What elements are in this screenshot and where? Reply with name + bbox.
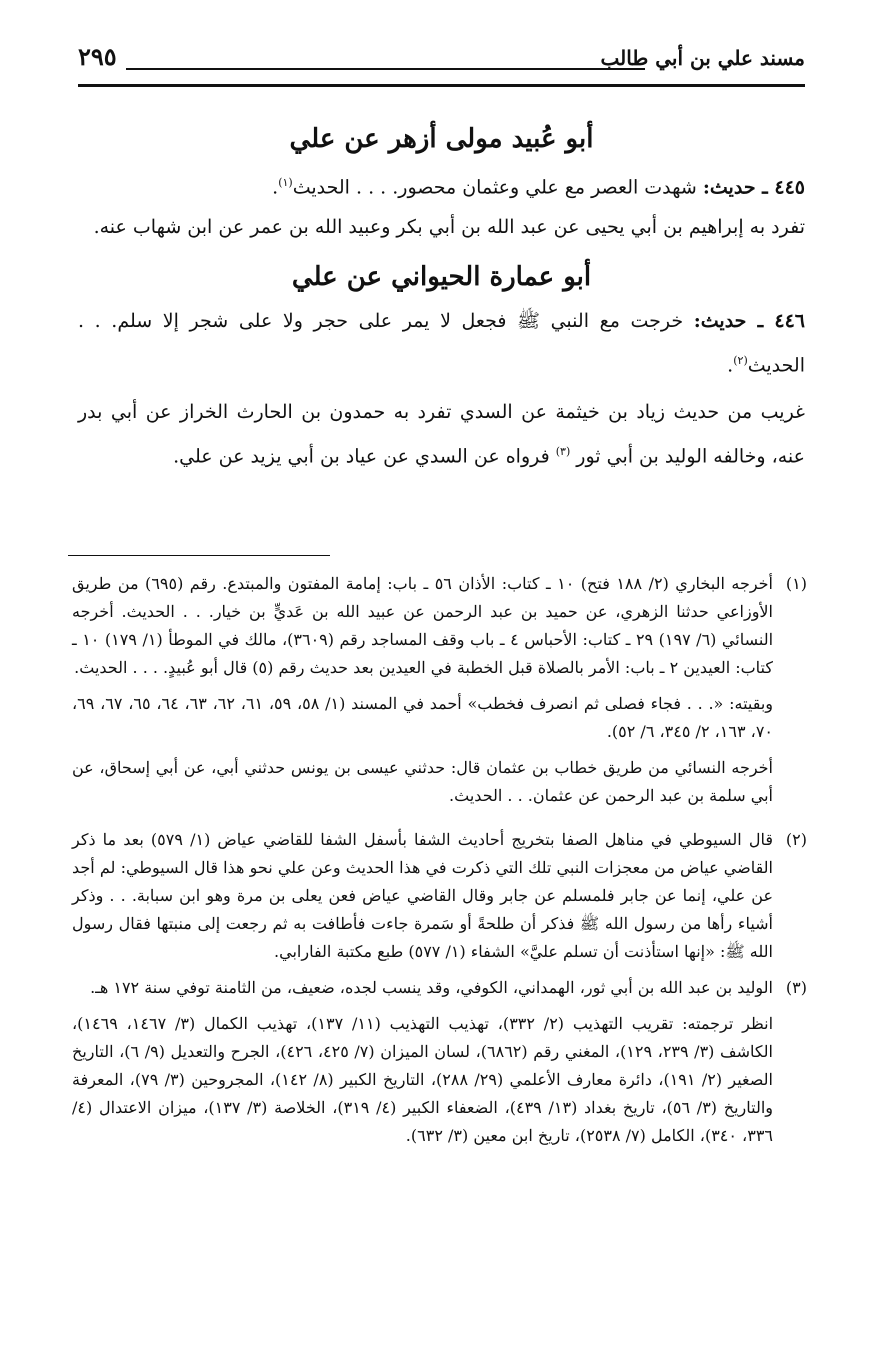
- footnote-ref: (١): [278, 176, 293, 189]
- commentary-text: فرواه عن السدي عن عياد بن أبي يزيد عن علي.: [173, 444, 550, 467]
- section-heading: أبو عُبيد مولى أزهر عن علي: [289, 124, 594, 154]
- hadith-446: [78, 301, 805, 385]
- section-heading: أبو عمارة الحيواني عن علي: [291, 262, 592, 293]
- footnote-text: الوليد بن عبد الله بن أبي ثور، الهمداني، الكوفي، وقد ينسب لجده، ضعيف، من الثامنة توفي سنة ١٧٢ هـ.: [90, 978, 773, 997]
- hadith-commentary: [78, 392, 805, 476]
- page-number: ٢٩٥: [78, 42, 117, 71]
- hadith-445: [78, 163, 805, 207]
- page-header: [78, 40, 805, 82]
- footnote-text: أخرجه البخاري (٢/ ١٨٨ فتح) ١٠ ـ كتاب: الأذان ٥٦ ـ باب: إمامة المفتون والمبتدع. رقم (٦٩٥) من طريق الأوزاعي حدثنا الزهري، عن حميد بن عبد الرحمن عن عبيد الله بن عَديٍّ بن خيار. . . الحديث. أخرجه النسائي (٦/ ١٩٧) ٢٩ ـ كتاب: الأحباس ٤ ـ باب وقف المساجد رقم (٣٦٠٩)، مالك في الموطأ (١/ ١٧٩) ١٠ ـ كتاب: العيدين ٢ ـ باب: الأمر بالصلاة قبل الخطبة في العيدين بعد حديث رقم (٥) قال أبو عُبيدٍ. . . . الحديث.: [72, 574, 774, 677]
- footnote-body: [72, 826, 773, 966]
- hadith-text: خرجت مع النبي ﷺ فجعل لا يمر على حجر ولا على شجر إلا سلم. . . الحديث: [78, 310, 805, 377]
- footnote-body: [72, 974, 773, 1158]
- footnote-continuation: أخرجه النسائي من طريق خطاب بن عثمان قال: حدثني عيسى بن يونس حدثني أبي، عن أبي إسحاق، عن أبي سلمة بن عبد الرحمن عن عثمان. . . الحديث.: [72, 758, 773, 805]
- footnotes: [72, 570, 807, 1166]
- header-divider: [78, 84, 805, 87]
- footnote-1: [72, 570, 807, 818]
- footnote-ref: (٣): [555, 444, 571, 458]
- footnote-text: قال السيوطي في مناهل الصفا بتخريج أحاديث الشفا بأسفل الشفا للقاضي عياض (١/ ٥٧٩) بعد ما ذكر القاضي عياض من معجزات النبي تلك التي ذكرت في هذا الحديث وعن علي نحو هذا قال السيوطي: لم أجد عن علي، إنما عن جابر فلمسلم عن جابر وقال القاضي عياض فعن يعلى بن مرة وهو ابن سبابة. . . وذكر أشياء رأها من رسول الله ﷺ فذكر أن طلحةً أو سَمرة جاءت فأطافت به ثم رجعت إلى منبتها فقال رسول الله ﷺ: «إنها استأذنت أن تسلم عليَّ» الشفاء (١/ ٥٧٧) طبع مكتبة الفارابي.: [72, 830, 774, 961]
- hadith-end: .: [272, 176, 279, 199]
- header-rule: [126, 68, 645, 70]
- running-title: مسند علي بن أبي طالب: [600, 46, 805, 70]
- hadith-commentary: تفرد به إبراهيم بن أبي يحيى عن عبد الله بن أبي بكر وعبيد الله بن عمر عن ابن شهاب عنه.: [93, 216, 805, 239]
- footnote-3: [72, 974, 807, 1158]
- footnote-number: (٣): [785, 978, 807, 997]
- hadith-number: ٤٤٥ ـ حديث:: [702, 176, 805, 199]
- footnote-number: (١): [785, 574, 807, 593]
- main-text: [78, 115, 805, 476]
- commentary-text: غريب من حديث زياد بن خيثمة عن السدي تفرد به حمدون بن الحارث الخراز عن أبي بدر عنه، وخالفه الوليد بن أبي ثور: [78, 400, 805, 467]
- footnote-continuation: وبقيته: «. . . فجاء فصلى ثم انصرف فخطب» أحمد في المسند (١/ ٥٨، ٥٩، ٦١، ٦٢، ٦٣، ٦٤، ٦٥، ٦٧، ٦٩، ٧٠، ١٦٣، ٢/ ٣٤٥، ٦/ ٥٢).: [72, 694, 774, 741]
- footnote-rule: [68, 555, 330, 556]
- footnote-ref: (٢): [733, 354, 748, 368]
- footnote-body: [72, 570, 773, 818]
- footnote-2: [72, 826, 807, 966]
- hadith-end: .: [727, 354, 734, 377]
- hadith-number: ٤٤٦ ـ حديث:: [693, 310, 805, 333]
- footnote-number: (٢): [785, 830, 807, 849]
- hadith-text: شهدت العصر مع علي وعثمان محصور. . . . الحديث: [292, 176, 697, 199]
- footnote-continuation: انظر ترجمته: تقريب التهذيب (٢/ ٣٣٢)، تهذيب التهذيب (١١/ ١٣٧)، تهذيب الكمال (٣/ ١٤٦٧، ١٤٦٩)، الكاشف (٣/ ٢٣٩، ١٢٩)، المغني رقم (٦٨٦٢)، لسان الميزان (٧/ ٤٢٥، ٤٢٦)، الجرح والتعديل (٩/ ٦)، التاريخ الصغير (٢/ ١٩١)، دائرة معارف الأعلمي (٢٩/ ٢٨٨)، التاريخ الكبير (٨/ ١٤٢)، المجروحين (٣/ ٧٩)، المعرفة والتاريخ (٣/ ٥٦)، تاريخ بغداد (١٣/ ٤٣٩)، الضعفاء الكبير (٤/ ٣١٩)، الخلاصة (٣/ ١٣٧)، ميزان الاعتدال (٤/ ٣٣٦، ٣٤٠)، الكامل (٧/ ٢٥٣٨)، تاريخ ابن معين (٣/ ٦٣٢).: [72, 1014, 774, 1145]
